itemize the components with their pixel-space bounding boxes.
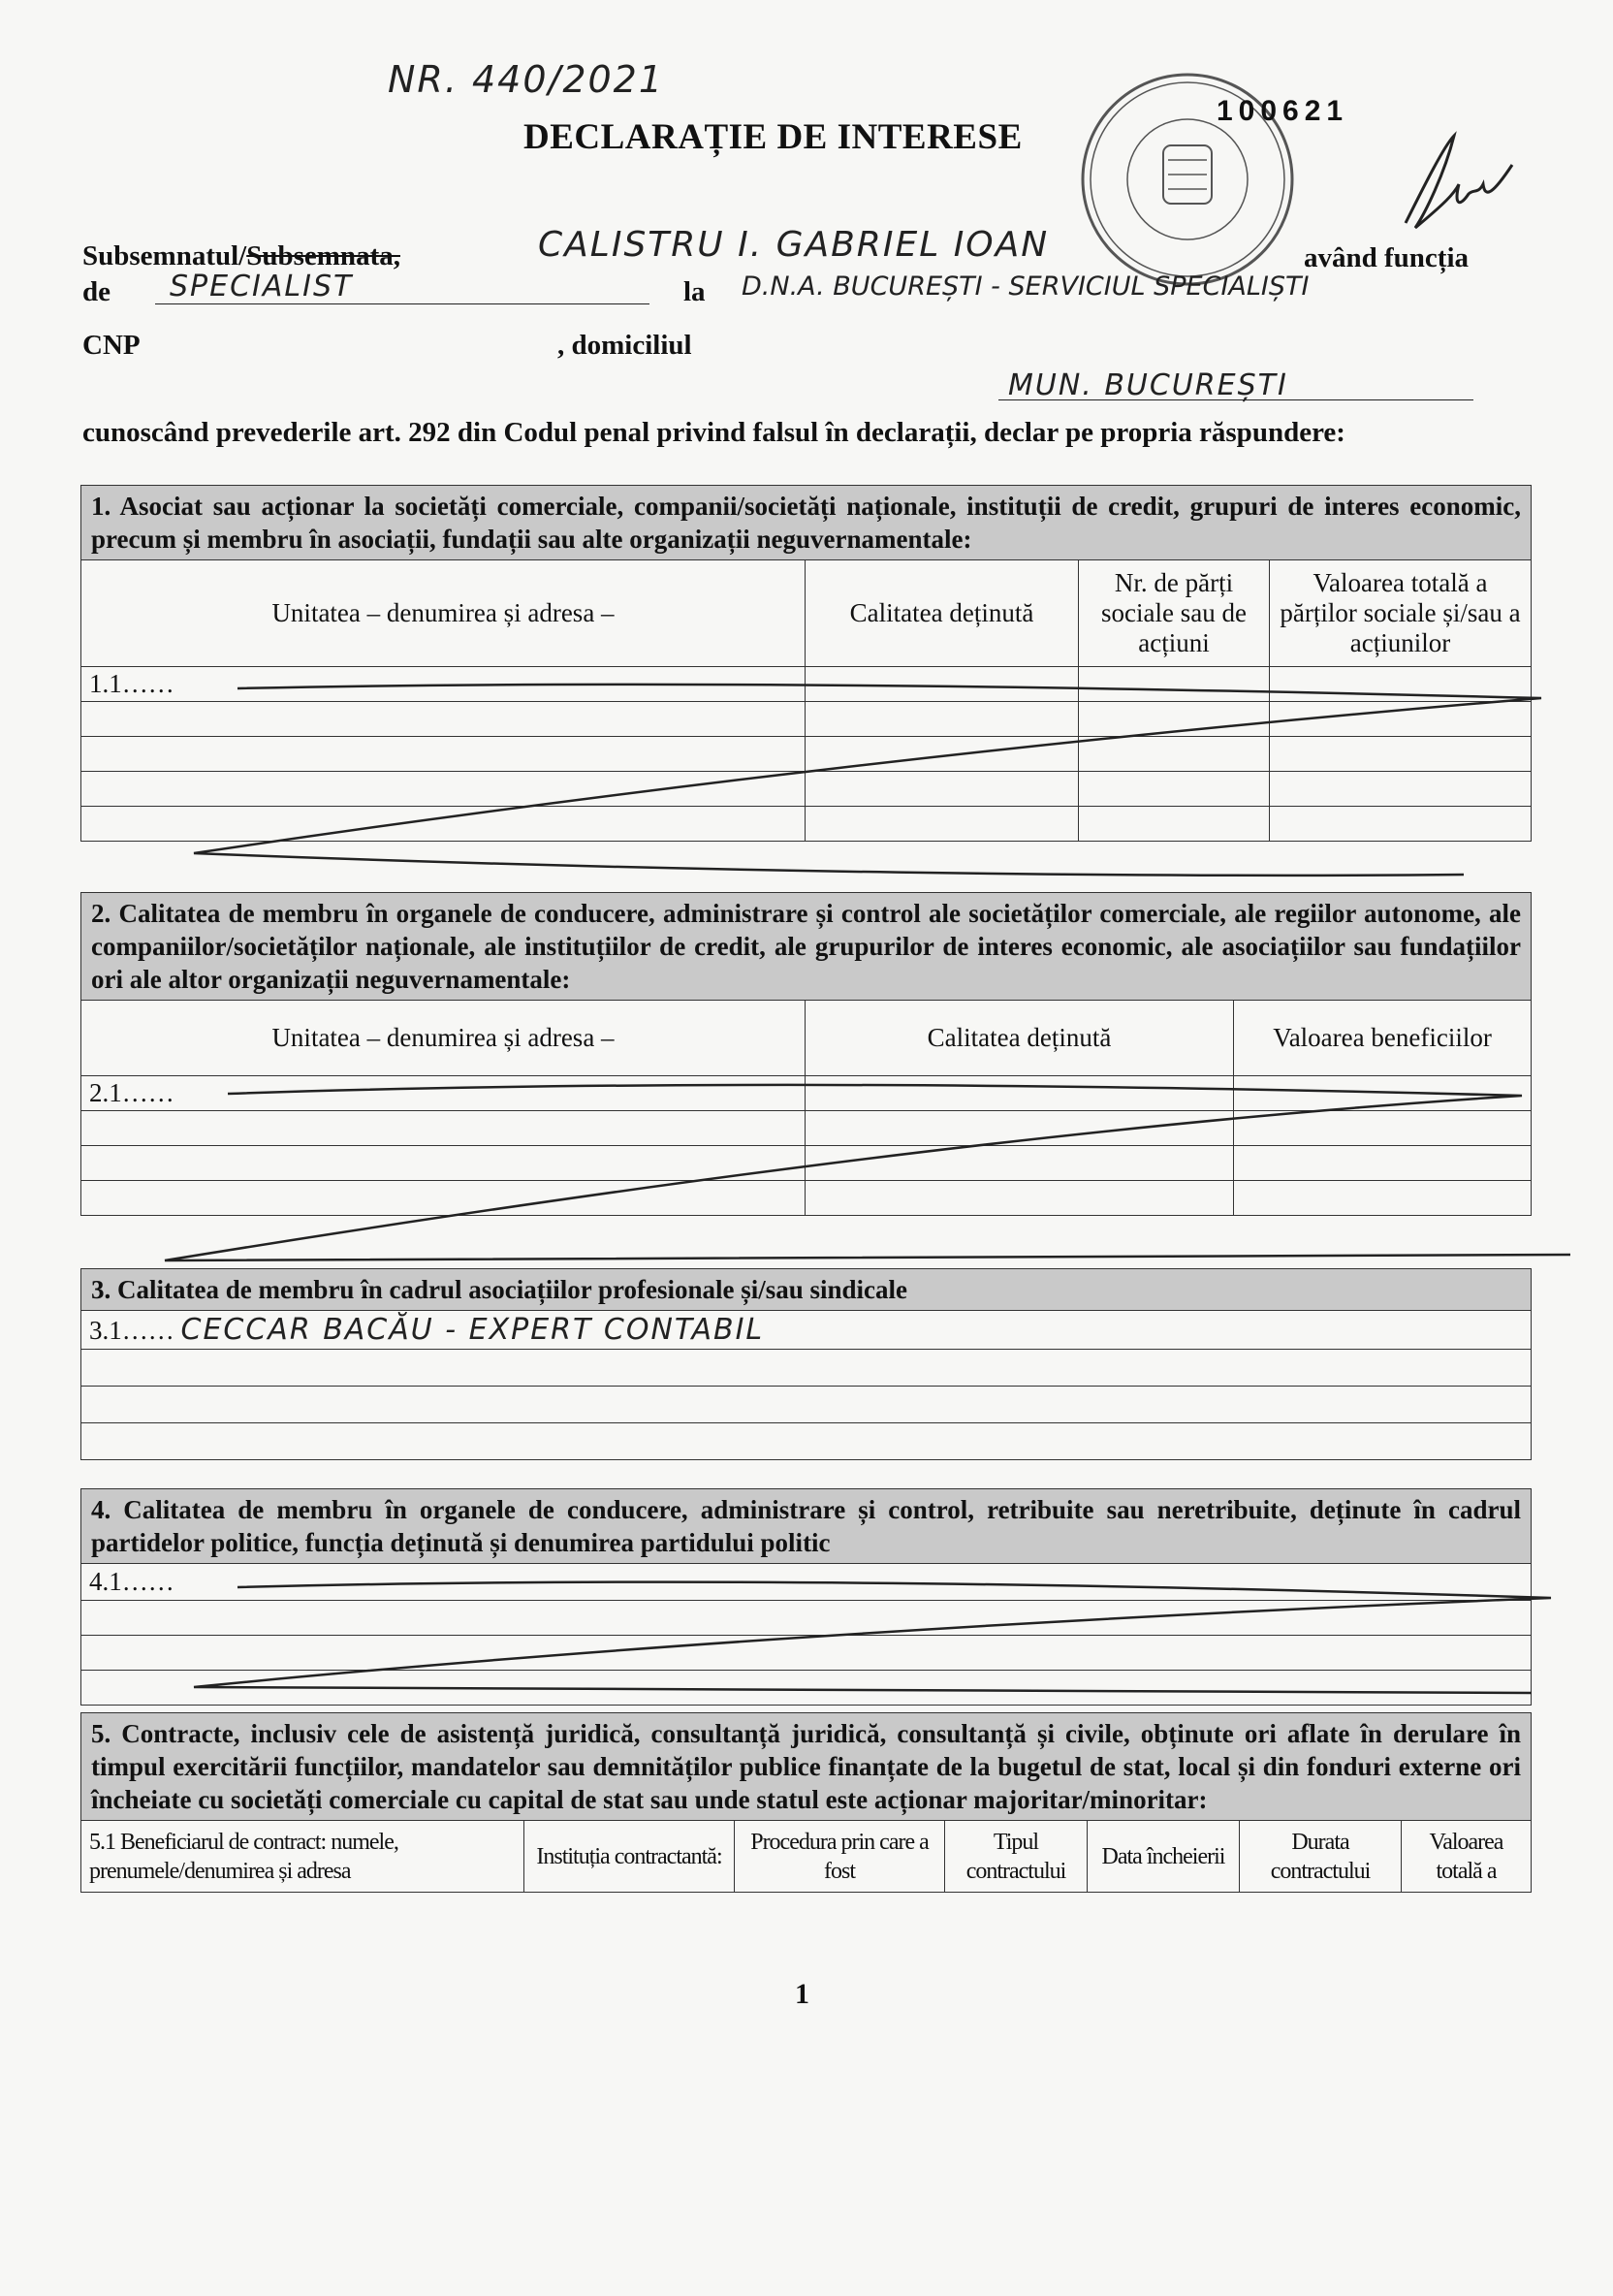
la-label: la xyxy=(683,276,706,307)
section2-heading: 2. Calitatea de membru în organele de conducere, administrare și control ale societăților comerciale, ale regiilor autonome, ale companiilor/societăților naționale, ale instituțiilor de credit, ale grupurilor de interes economic, ale asociațiilor sau fundațiilor ori ale altor organizații neguvernamentale: xyxy=(81,893,1532,1001)
section1-col-value: Valoarea totală a părților sociale și/sau a acțiunilor xyxy=(1270,560,1532,667)
page-title: DECLARAȚIE DE INTERESE xyxy=(523,117,1023,157)
section4-heading: 4. Calitatea de membru în organele de conducere, administrare și control, retribuite sau neretribuite, deținute în cadrul partidelor politice, funcția deținută și denumirea partidului politic xyxy=(81,1489,1532,1564)
row-label: 3.1…… xyxy=(89,1316,174,1345)
statement-text: cunoscând prevederile art. 292 din Codul penal privind falsul în declarații, declar pe propria răspundere: xyxy=(82,417,1345,448)
section5-col-value: Valoarea totală a xyxy=(1402,1821,1532,1893)
stamp-number: 100621 xyxy=(1217,95,1349,127)
section3-entry: CECCAR BACĂU - EXPERT CONTABIL xyxy=(180,1313,765,1347)
section1-col-unit: Unitatea – denumirea și adresa – xyxy=(81,560,806,667)
section2-col-unit: Unitatea – denumirea și adresa – xyxy=(81,1001,806,1076)
institution-value: D.N.A. BUCUREȘTI - SERVICIUL SPECIALIȘTI xyxy=(742,271,1310,302)
row-label: 2.1…… xyxy=(81,1076,806,1111)
row-label: 1.1…… xyxy=(81,667,806,702)
signature xyxy=(1386,126,1522,242)
section4-table xyxy=(80,1488,1532,1706)
section1-col-shares: Nr. de părți sociale sau de acțiuni xyxy=(1079,560,1270,667)
section3-table xyxy=(80,1268,1532,1460)
address-value: MUN. BUCUREȘTI xyxy=(1008,368,1288,402)
section3-heading: 3. Calitatea de membru în cadrul asociațiilor profesionale și/sau sindicale xyxy=(81,1269,1532,1311)
subsemnatul-label: Subsemnatul/ xyxy=(82,240,247,271)
section5-col-duration: Durata contractului xyxy=(1240,1821,1402,1893)
section2-col-benefits: Valoarea beneficiilor xyxy=(1234,1001,1532,1076)
section1-heading: 1. Asociat sau acționar la societăți comerciale, companii/societăți naționale, instituții de credit, grupuri de interes economic, precum și membru în asociații, fundații sau alte organizații neguvernamentale: xyxy=(81,486,1532,560)
row-label: 4.1…… xyxy=(81,1564,1532,1601)
registration-number: NR. 440/2021 xyxy=(388,58,665,101)
section2-table xyxy=(80,892,1532,1216)
domiciliul-label: , domiciliul xyxy=(557,330,692,361)
section5-col-type: Tipul contractului xyxy=(945,1821,1088,1893)
section5-col-institution: Instituția contractantă: xyxy=(524,1821,735,1893)
function-value: SPECIALIST xyxy=(170,270,354,303)
subsemnata-struck: Subsemnata, xyxy=(246,240,400,271)
cnp-label: CNP xyxy=(82,330,141,361)
de-label: de xyxy=(82,276,111,307)
section5-col-date: Data încheierii xyxy=(1088,1821,1240,1893)
section1-col-quality: Calitatea deținută xyxy=(806,560,1079,667)
section5-col-procedure: Procedura prin care a fost xyxy=(735,1821,945,1893)
section1-table xyxy=(80,485,1532,842)
section5-col-beneficiary: 5.1 Beneficiarul de contract: numele, prenumele/denumirea și adresa xyxy=(81,1821,524,1893)
avand-functia-label: având funcția xyxy=(1304,242,1470,273)
page-number: 1 xyxy=(795,1978,809,2010)
declarant-name: CALISTRU I. GABRIEL IOAN xyxy=(538,225,1050,265)
section5-heading: 5. Contracte, inclusiv cele de asistență juridică, consultanță juridică, consultanță și civile, obținute ori aflate în derulare în timpul exercitării funcțiilor, mandatelor sau demnităților publice finanțate de la bugetul de stat, local și din fonduri externe ori încheiate cu societăți comerciale cu capital de stat sau unde statul este acționar majoritar/minoritar: xyxy=(81,1713,1532,1821)
section2-col-quality: Calitatea deținută xyxy=(806,1001,1234,1076)
section5-table xyxy=(80,1712,1532,1893)
